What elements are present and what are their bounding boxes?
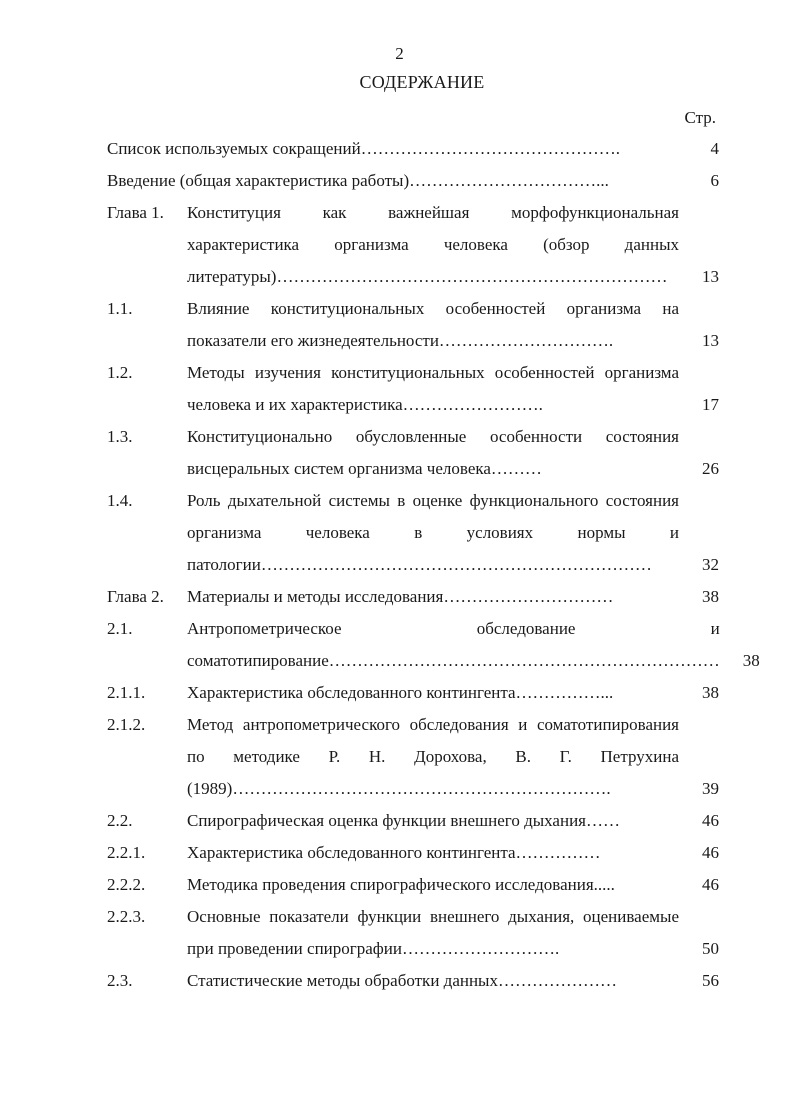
- toc-entry-number: Глава 1.: [107, 203, 164, 222]
- toc-entry-text: Основные показатели функции внешнего дыхания, оцениваемые при проведении спирографии……………………….: [187, 907, 679, 958]
- table-of-contents: [107, 133, 760, 997]
- toc-entry-text: Антропометрическое обследование и соматотипирование……………………………………………………………: [187, 619, 720, 670]
- toc-entry-page: 50: [702, 939, 719, 958]
- page-number: 2: [395, 44, 404, 63]
- toc-entry-text: Конституция как важнейшая морфофункциональная характеристика организма человека (обзор данных литературы)……………………………………………………………: [187, 203, 679, 286]
- toc-entry-text: Характеристика обследованного контингента……………...: [187, 683, 614, 702]
- toc-entry-page: 46: [702, 843, 719, 862]
- toc-entry-page: 13: [702, 267, 719, 286]
- toc-entry-text: Статистические методы обработки данных…………………: [187, 971, 617, 990]
- toc-entry-text: Метод антропометрического обследования и соматотипирования по методике Р. Н. Дорохова, В. Г. Петрухина (1989)………………………………………………………….: [187, 715, 679, 798]
- toc-entry-number: 2.2.3.: [107, 907, 146, 926]
- toc-entry-number: Глава 2.: [107, 587, 164, 606]
- toc-entry: [107, 805, 719, 837]
- toc-entry-number: 2.2.2.: [107, 875, 146, 894]
- toc-entry-text: Введение (общая характеристика работы)……………………………...: [107, 171, 609, 190]
- toc-entry: [107, 709, 719, 805]
- toc-entry-page: 38: [742, 651, 760, 670]
- toc-entry-text: Роль дыхательной системы в оценке функционального состояния организма человека в условиях нормы и патологии……………………………………………………………: [187, 491, 679, 574]
- toc-entry-page: 17: [702, 395, 719, 414]
- toc-entry-text: Влияние конституциональных особенностей организма на показатели его жизнедеятельности………………………….: [187, 299, 679, 350]
- document-title: СОДЕРЖАНИЕ: [359, 72, 485, 92]
- toc-entry-number: 1.4.: [107, 491, 133, 510]
- toc-entry-number: 2.3.: [107, 971, 133, 990]
- toc-entry-number: 2.1.1.: [107, 683, 146, 702]
- toc-entry-number: 2.1.2.: [107, 715, 146, 734]
- toc-entry-number: 2.2.: [107, 811, 133, 830]
- toc-entry: [107, 421, 719, 485]
- toc-entry: [107, 165, 719, 197]
- toc-entry: [107, 965, 719, 997]
- toc-entry-page: 38: [702, 683, 719, 702]
- toc-entry-page: 46: [702, 811, 719, 830]
- toc-entry-text: Методы изучения конституциональных особенностей организма человека и их характеристика…………………….: [187, 363, 679, 414]
- toc-entry: [107, 677, 719, 709]
- toc-entry-page: 26: [702, 459, 719, 478]
- toc-entry-text: Спирографическая оценка функции внешнего дыхания……: [187, 811, 620, 830]
- toc-entry-text: Список используемых сокращений……………………………………….: [107, 139, 620, 158]
- toc-entry-page: 38: [702, 587, 719, 606]
- toc-entry: [107, 133, 719, 165]
- toc-entry-number: 1.2.: [107, 363, 133, 382]
- toc-entry: [107, 197, 719, 293]
- toc-entry-number: 2.1.: [107, 619, 133, 638]
- toc-entry-page: 4: [710, 139, 719, 158]
- toc-entry-text: Материалы и методы исследования…………………………: [187, 587, 614, 606]
- toc-entry-text: Методика проведения спирографического исследования.....: [187, 875, 615, 894]
- toc-entry: [107, 869, 719, 901]
- toc-entry-page: 32: [702, 555, 719, 574]
- toc-entry: [107, 485, 719, 581]
- toc-entry-page: 46: [702, 875, 719, 894]
- toc-entry-number: 2.2.1.: [107, 843, 146, 862]
- toc-entry-text: Характеристика обследованного контингента……………: [187, 843, 601, 862]
- toc-entry: [107, 613, 760, 677]
- toc-entry: [107, 581, 719, 613]
- toc-entry: [107, 293, 719, 357]
- toc-entry-text: Конституционально обусловленные особенности состояния висцеральных систем организма человека………: [187, 427, 679, 478]
- toc-entry-page: 6: [710, 171, 719, 190]
- toc-entry-number: 1.3.: [107, 427, 133, 446]
- toc-entry: [107, 901, 719, 965]
- toc-entry-number: 1.1.: [107, 299, 133, 318]
- toc-entry: [107, 837, 719, 869]
- toc-entry-page: 56: [702, 971, 719, 990]
- toc-entry-page: 13: [702, 331, 719, 350]
- toc-entry: [107, 357, 719, 421]
- toc-entry-page: 39: [702, 779, 719, 798]
- page-column-label: Стр.: [684, 108, 716, 127]
